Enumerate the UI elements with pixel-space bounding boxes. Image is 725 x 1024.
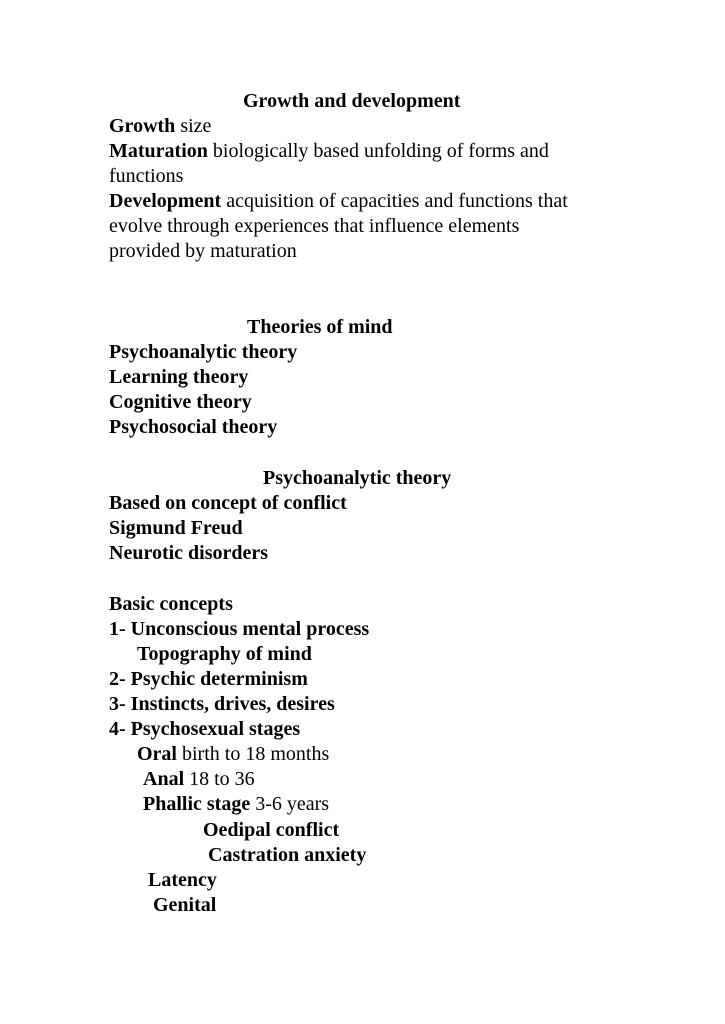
definition-continuation: evolve through experiences that influence elements (109, 215, 520, 237)
concept-item: 3- Instincts, drives, desires (109, 693, 335, 715)
stage-name: Phallic stage (143, 793, 251, 815)
definition-text: size (175, 115, 212, 137)
list-item: Learning theory (109, 366, 249, 388)
list-item: Psychosocial theory (109, 416, 278, 438)
stage-genital: Genital (153, 894, 217, 916)
stage-subitem: Castration anxiety (208, 844, 367, 866)
stage-anal (143, 767, 255, 792)
section-heading-basic-concepts: Basic concepts (109, 593, 233, 615)
page-title: Growth and development (243, 90, 461, 112)
list-item: Based on concept of conflict (109, 492, 347, 514)
stage-name: Anal (143, 768, 185, 790)
definition-growth (109, 114, 211, 139)
definition-term: Development (109, 190, 222, 212)
definition-maturation (109, 139, 549, 164)
concept-item: 1- Unconscious mental process (109, 618, 370, 640)
list-item: Neurotic disorders (109, 542, 269, 564)
stage-range: 18 to 36 (184, 768, 255, 790)
section-heading-theories: Theories of mind (247, 316, 393, 338)
section-heading-psychoanalytic: Psychoanalytic theory (263, 467, 452, 489)
definition-development (109, 189, 568, 214)
stage-subitem: Oedipal conflict (203, 819, 340, 841)
concept-item: 2- Psychic determinism (109, 668, 308, 690)
stage-latency: Latency (148, 869, 217, 891)
stage-phallic (143, 792, 329, 817)
stage-range: birth to 18 months (177, 743, 330, 765)
definition-term: Maturation (109, 140, 208, 162)
definition-continuation: provided by maturation (109, 240, 297, 262)
list-item: Sigmund Freud (109, 517, 243, 539)
definition-continuation: functions (109, 165, 184, 187)
list-item: Cognitive theory (109, 391, 252, 413)
definition-term: Growth (109, 115, 176, 137)
stage-oral (137, 742, 329, 767)
list-item: Psychoanalytic theory (109, 341, 298, 363)
concept-item: 4- Psychosexual stages (109, 718, 301, 740)
stage-name: Oral (137, 743, 177, 765)
stage-range: 3-6 years (250, 793, 330, 815)
definition-text: acquisition of capacities and functions that (221, 190, 568, 212)
definition-text: biologically based unfolding of forms and (207, 140, 549, 162)
concept-subitem: Topography of mind (137, 643, 312, 665)
